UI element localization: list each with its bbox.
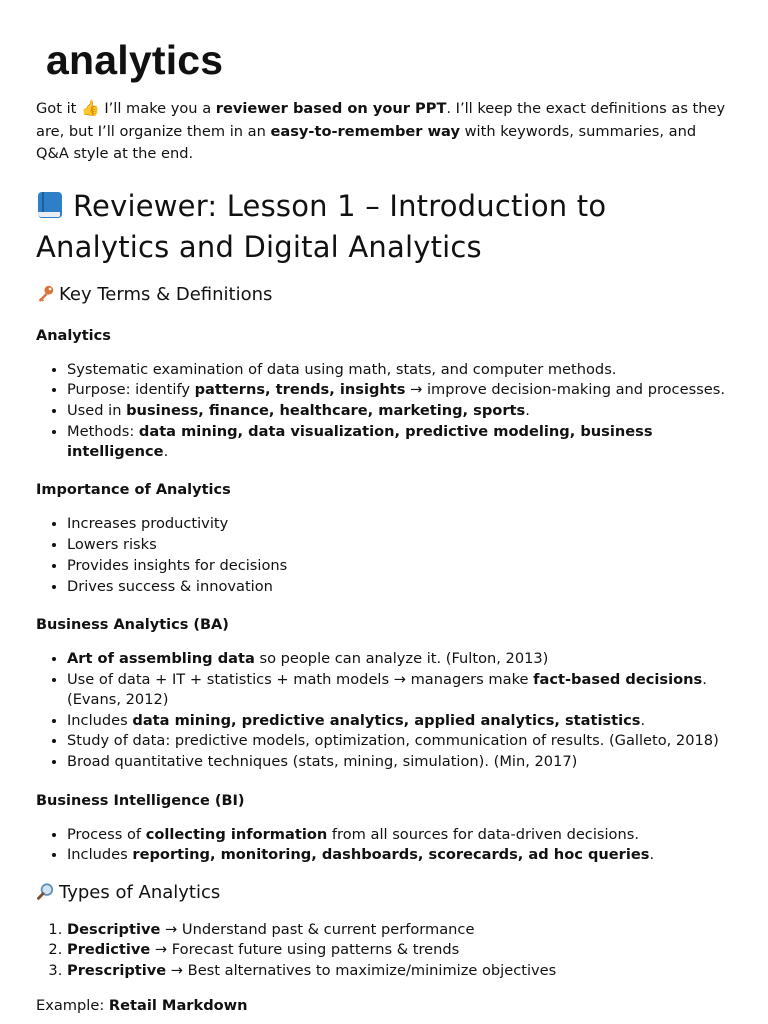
- example-value: Retail Markdown: [108, 997, 248, 1015]
- types-list: [36, 920, 732, 982]
- list-item-bold: collecting information: [145, 825, 328, 843]
- list-item-text: Process of: [67, 825, 146, 843]
- list-item-text: from all sources for data-driven decisions.: [327, 825, 639, 843]
- list-item-bold: business, finance, healthcare, marketing, sports: [126, 401, 526, 419]
- list-item-text: Systematic examination of data using math, stats, and computer methods.: [67, 360, 617, 378]
- key-icon: [36, 284, 55, 303]
- list-item-bold: data mining, predictive analytics, applied analytics, statistics: [132, 711, 641, 729]
- list-item: [67, 422, 732, 463]
- intro-text-3: . I’ll keep the exact definitions as they are, but I’ll organize them in an: [36, 100, 726, 140]
- list-item: [67, 961, 732, 981]
- type-description: → Best alternatives to maximize/minimize objectives: [166, 962, 557, 980]
- intro-text-2: I’ll make you a: [99, 100, 216, 117]
- list-item-bold: reporting, monitoring, dashboards, scorecards, ad hoc queries: [132, 846, 650, 864]
- list-item-text: so people can analyze it. (Fulton, 2013): [254, 649, 549, 667]
- list-item: • Drives success & innovation: [67, 577, 732, 597]
- list-item-text: .: [163, 443, 169, 461]
- business-intelligence-list: [36, 825, 732, 866]
- business-analytics-subheading: Business Analytics (BA): [36, 616, 229, 633]
- list-item: [67, 401, 732, 421]
- magnifier-icon: [36, 882, 55, 901]
- types-heading-text: Types of Analytics: [59, 881, 221, 903]
- list-item: [67, 825, 732, 845]
- list-item-text: Used in: [67, 401, 127, 419]
- list-item: [67, 670, 732, 711]
- business-analytics-list: [36, 649, 732, 773]
- list-item-bold: fact-based decisions: [533, 670, 703, 688]
- list-item-text: .: [525, 401, 530, 419]
- intro-paragraph: [36, 98, 732, 166]
- list-item-text: .: [640, 711, 646, 729]
- list-item: [67, 845, 732, 865]
- list-item: [67, 380, 732, 400]
- lesson-heading-text: Reviewer: Lesson 1 – Introduction to Analytics and Digital Analytics: [36, 188, 607, 264]
- list-item: • Study of data: predictive models, optimization, communication of results. (Galleto, 2018): [67, 731, 732, 751]
- type-description: → Understand past & current performance: [160, 920, 475, 938]
- list-item: [67, 940, 732, 960]
- list-item-text: Purpose: identify: [67, 381, 195, 399]
- list-item: • Increases productivity: [67, 514, 732, 534]
- list-item-text: Includes: [67, 846, 133, 864]
- list-item-text: Use of data + IT + statistics + math models → managers make: [67, 670, 534, 688]
- types-heading: [36, 880, 732, 906]
- type-name: Prescriptive: [67, 962, 167, 980]
- lesson-heading: [36, 186, 732, 268]
- list-item-text: . (Evans, 2012): [67, 670, 707, 709]
- importance-subheading: Importance of Analytics: [36, 482, 231, 499]
- example-label: Example:: [36, 997, 109, 1015]
- analytics-subheading: Analytics: [36, 327, 111, 344]
- intro-text-1: Got it: [36, 100, 82, 117]
- list-item-bold: patterns, trends, insights: [194, 381, 406, 399]
- list-item: [67, 360, 732, 380]
- list-item-text: .: [649, 846, 655, 864]
- list-item: • Lowers risks: [67, 535, 732, 555]
- list-item: • Broad quantitative techniques (stats, mining, simulation). (Min, 2017): [67, 752, 732, 772]
- business-intelligence-subheading: Business Intelligence (BI): [36, 792, 245, 809]
- list-item-text: → improve decision-making and processes.: [405, 381, 725, 399]
- list-item-bold: Art of assembling data: [67, 649, 255, 667]
- analytics-list: [36, 360, 732, 463]
- intro-text-4: with keywords, summaries, and Q&A style at the end.: [36, 122, 697, 162]
- thumbs-up-icon: 👍: [81, 99, 100, 117]
- type-description: → Forecast future using patterns & trends: [150, 941, 460, 959]
- key-terms-heading: [36, 282, 732, 308]
- document-title: analytics: [46, 37, 224, 83]
- intro-bold-1: reviewer based on your PPT: [215, 100, 447, 117]
- list-item: • Provides insights for decisions: [67, 556, 732, 576]
- list-item: [67, 920, 732, 940]
- intro-bold-2: easy-to-remember way: [270, 122, 460, 140]
- type-name: Descriptive: [67, 920, 161, 938]
- list-item-text: Methods:: [67, 422, 139, 440]
- importance-list: [36, 514, 732, 597]
- list-item-bold: data mining, data visualization, predictive modeling, business intelligence: [67, 422, 653, 461]
- example-line: [36, 995, 732, 1017]
- blue-book-icon: [36, 191, 64, 219]
- key-terms-heading-text: Key Terms & Definitions: [59, 283, 273, 305]
- list-item: [67, 711, 732, 731]
- list-item: [67, 649, 732, 669]
- type-name: Predictive: [67, 941, 151, 959]
- list-item-text: Includes: [67, 711, 133, 729]
